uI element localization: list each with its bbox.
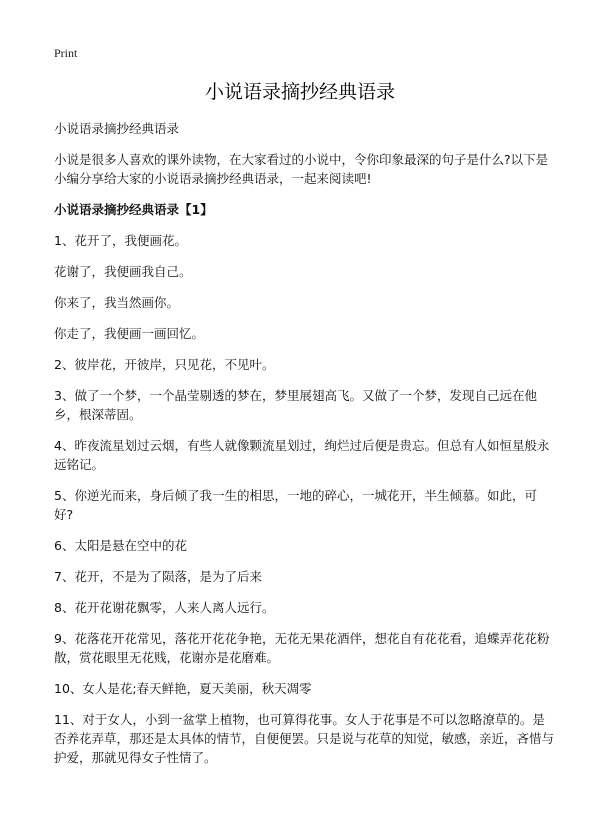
quote-paragraph: 花谢了，我便画我自己。 <box>54 264 192 279</box>
quote-paragraph: 2、彼岸花，开彼岸，只见花，不见叶。 <box>54 357 275 372</box>
quote-paragraph: 5、你逆光而来，身后倾了我一生的相思，一地的碎心，一城花开，半生倾慕。如此，可好? <box>54 488 537 522</box>
article-body <box>54 119 554 779</box>
quote-paragraph: 你走了，我便画一画回忆。 <box>54 326 205 341</box>
quote-paragraph: 你来了，我当然画你。 <box>54 295 180 310</box>
quote-paragraph: 3、做了一个梦，一个晶莹剔透的梦在，梦里展翅高飞。又做了一个梦，发现自己远在他乡，根深蒂固。 <box>54 388 537 422</box>
quote-paragraph: 11、对于女人，小到一盆掌上植物，也可算得花事。女人于花事是不可以忽略潦草的。是否养花弄草，那还是太具体的情节，自便便罢。只是说与花草的知觉，敏感，亲近，吝惜与护爱，那就见得女子性情了。 <box>54 712 555 765</box>
article-subtitle: 小说语录摘抄经典语录 <box>54 121 180 136</box>
page-title: 小说语录摘抄经典语录 <box>204 81 395 103</box>
quote-paragraph: 8、花开花谢花飘零，人来人离人远行。 <box>54 600 275 615</box>
quote-paragraph: 7、花开，不是为了陨落，是为了后来 <box>54 569 262 584</box>
quote-paragraph: 6、太阳是悬在空中的花 <box>54 538 187 553</box>
quote-paragraph: 1、花开了，我便画花。 <box>54 233 187 248</box>
quote-paragraph: 4、昨夜流星划过云烟，有些人就像颗流星划过，绚烂过后便是贵忘。但总有人如恒星般永远铭记。 <box>54 438 550 472</box>
print-label: Print <box>54 46 78 60</box>
quote-paragraph: 10、女人是花;春天鲜艳，夏天美丽，秋天凋零 <box>54 681 312 696</box>
quote-paragraph: 9、花落花开花常见，落花开花花争艳，无花无果花酒伴，想花自有花花看，追蝶弄花花粉散，赏花眼里无花贱，花谢亦是花磨难。 <box>54 631 550 665</box>
article-intro: 小说是很多人喜欢的课外读物，在大家看过的小说中，令你印象最深的句子是什么?以下是小编分享给大家的小说语录摘抄经典语录，一起来阅读吧! <box>54 152 549 186</box>
section-heading: 小说语录摘抄经典语录【1】 <box>54 202 213 217</box>
